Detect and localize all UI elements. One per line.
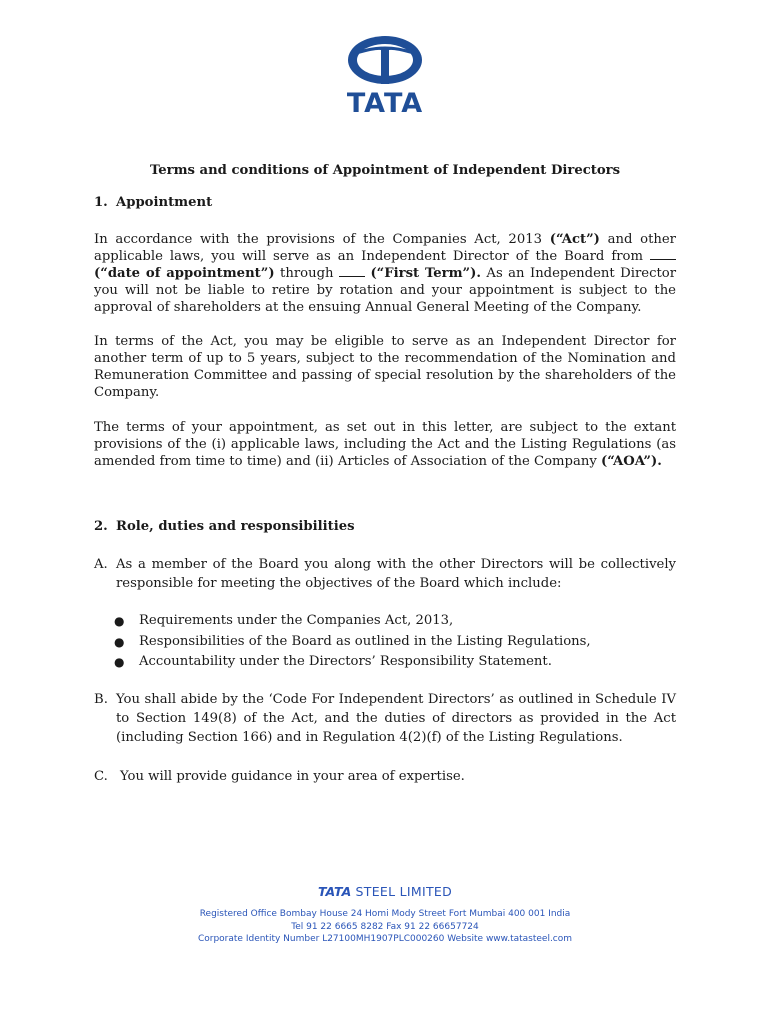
clause-text: You shall abide by the ‘Code For Independent Directors’ as outlined in Schedule IV to Section 149(8) of the Act, and the duties of directors as provided in the Act (including Section 166) and in Regulation 4(2)(f) of the Listing Regulations. xyxy=(116,692,676,745)
bullet-icon: ● xyxy=(114,655,125,669)
responsibility-list xyxy=(114,611,674,673)
first-term-term: (“First Term”). xyxy=(370,266,481,281)
clause-a xyxy=(94,555,676,593)
list-item: ● Responsibilities of the Board as outlined in the Listing Regulations, xyxy=(114,632,674,653)
corporate-identity: Corporate Identity Number L27100MH1907PLC000260 Website www.tatasteel.com xyxy=(197,934,573,944)
clause-text: As a member of the Board you along with the other Directors will be collectively responsible for meeting the objectives of the Board which include: xyxy=(116,557,676,591)
list-item: ● Accountability under the Directors’ Responsibility Statement. xyxy=(114,652,674,673)
section-1-paragraph-1: In accordance with the provisions of the Companies Act, 2013 (“Act”) and other applicable laws, you will serve as an Independent Director of the Board from (“date of appointment”) through (“First Term”). As an Independent Director you will not be liable to retire by rotation and your appointment is subject to the approval of shareholders at the ensuing Annual General Meeting of the Company. xyxy=(94,232,676,315)
act-defined-term: (“Act”) xyxy=(549,232,600,247)
clause-label: C. xyxy=(94,769,108,784)
section-1-paragraph-2: In terms of the Act, you may be eligible to serve as an Independent Director for another term of up to 5 years, subject to the recommendation of the Nomination and Remuneration Committee and passing of special resolution by the shareholders of the Company. xyxy=(94,334,676,400)
date-blank xyxy=(339,267,365,277)
list-item: ● Requirements under the Companies Act, 2013, xyxy=(114,611,674,632)
section-title: Appointment xyxy=(116,195,213,210)
document-title: Terms and conditions of Appointment of Independent Directors xyxy=(149,163,621,178)
bullet-icon: ● xyxy=(114,634,125,649)
section-2-heading xyxy=(94,519,355,534)
registered-office: Registered Office Bombay House 24 Homi Mody Street Fort Mumbai 400 001 India xyxy=(199,909,571,919)
date-blank xyxy=(650,250,676,260)
section-title: Role, duties and responsibilities xyxy=(116,519,355,534)
clause-text: You will provide guidance in your area of expertise. xyxy=(120,769,465,784)
aoa-defined-term: (“AOA”). xyxy=(601,454,662,469)
section-1-paragraph-3: The terms of your appointment, as set out in this letter, are subject to the extant provisions of the (i) applicable laws, including the Act and the Listing Regulations (as amended from time to time) and (ii) Articles of Association of the Company (“AOA”). xyxy=(94,420,676,469)
clause-b xyxy=(94,690,676,747)
tata-wordmark: TATA xyxy=(346,88,424,119)
clause-c xyxy=(94,767,676,786)
bullet-icon: ● xyxy=(114,614,125,628)
section-number: 1. xyxy=(94,195,108,210)
letterhead-footer xyxy=(0,884,770,946)
contact-numbers: Tel 91 22 6665 8282 Fax 91 22 66657724 xyxy=(291,921,479,932)
company-name: TATA STEEL LIMITED xyxy=(317,884,453,899)
tata-emblem-icon xyxy=(336,34,434,86)
tata-mark: TATA xyxy=(317,884,352,899)
tata-logo xyxy=(336,34,434,119)
date-of-appointment-term: (“date of appointment”) xyxy=(94,266,275,281)
clause-label: A. xyxy=(94,557,108,572)
section-1-heading xyxy=(94,195,212,210)
section-number: 2. xyxy=(94,519,108,534)
clause-label: B. xyxy=(94,692,108,707)
